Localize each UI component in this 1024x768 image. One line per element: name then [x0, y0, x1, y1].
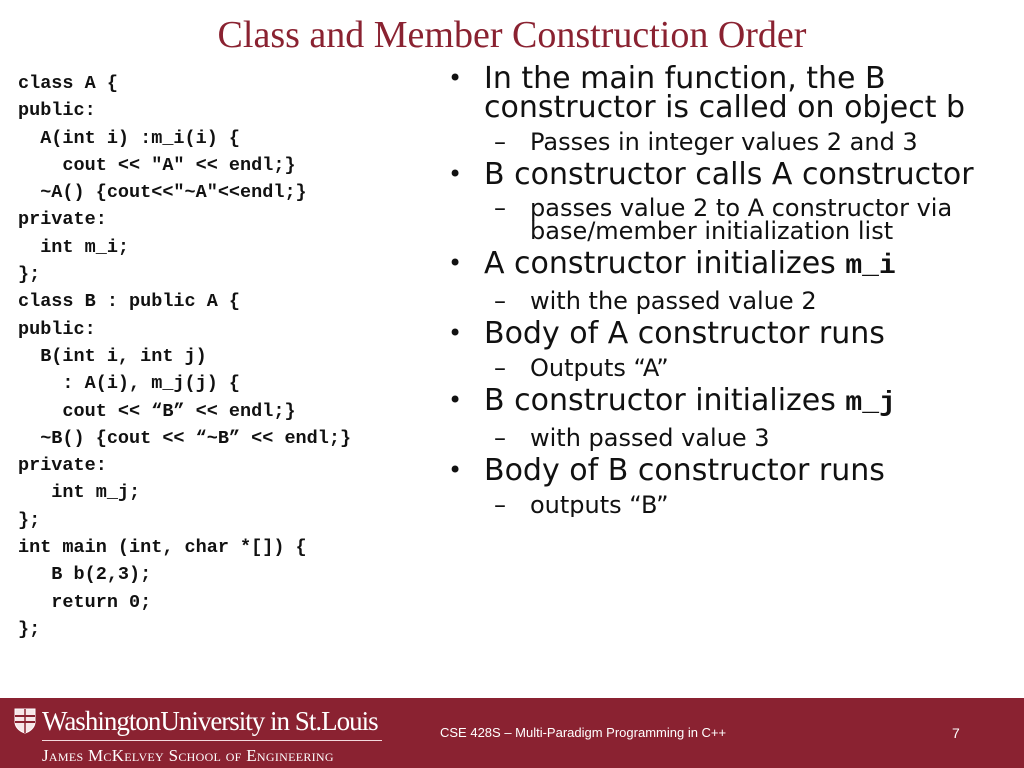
sub-bullet-item — [448, 130, 1024, 154]
school-name: James McKelvey School of Engineering — [42, 746, 334, 765]
code-line: public: — [18, 318, 96, 340]
sub-bullet-item — [448, 493, 1024, 517]
bullet-text: Body of B constructor runs — [484, 453, 885, 488]
bullet-dot-icon: • — [448, 456, 463, 484]
code-line: return 0; — [18, 591, 152, 613]
member-code: m_j — [845, 388, 896, 419]
code-line: cout << "A" << endl;} — [18, 154, 296, 176]
sub-bullet-item — [448, 194, 1024, 245]
code-line: int m_j; — [18, 482, 141, 504]
bullet-dot-icon: • — [448, 249, 463, 277]
sub-bullet-text: with the passed value 2 — [530, 287, 817, 315]
dash-icon: – — [494, 287, 506, 315]
code-line: class B : public A { — [18, 291, 241, 313]
dash-icon: – — [494, 128, 506, 156]
code-line: }; — [18, 264, 41, 286]
code-line: class A { — [18, 73, 118, 94]
member-code: m_i — [845, 251, 896, 282]
shield-icon — [14, 708, 36, 734]
code-line: ~B() {cout << “~B” << endl;} — [18, 427, 352, 449]
bullet-dot-icon: • — [448, 319, 463, 347]
dash-icon: – — [494, 491, 506, 517]
dash-icon: – — [494, 424, 506, 452]
code-line: private: — [18, 455, 107, 477]
code-line: }; — [18, 618, 41, 640]
bullet-item — [448, 157, 1024, 192]
sub-bullet-text: Passes in integer values 2 and 3 — [530, 128, 918, 156]
bullet-item — [448, 64, 1024, 125]
code-line: : A(i), m_j(j) { — [18, 373, 241, 395]
sub-bullet-text: passes value 2 to A constructor via base/member initialization list — [530, 194, 953, 245]
university-name: WashingtonUniversity in St.Louis — [42, 706, 378, 736]
bullet-item — [448, 316, 1024, 351]
bullet-item — [448, 383, 1024, 419]
sub-bullet-text: Outputs “A” — [530, 354, 669, 382]
bullet-text: B constructor calls A constructor — [484, 157, 974, 192]
bullet-dot-icon: • — [448, 64, 463, 92]
bullet-text: In the main function, the B constructor is called on object b — [484, 64, 966, 125]
bullet-list — [448, 64, 1024, 517]
dash-icon: – — [494, 194, 506, 222]
code-block — [18, 70, 438, 643]
bullet-text: Body of A constructor runs — [484, 316, 885, 351]
code-line: A(int i) :m_i(i) { — [18, 127, 241, 149]
bullet-text: B constructor initializes — [484, 383, 836, 418]
code-line: int m_i; — [18, 236, 130, 258]
bullet-item — [448, 246, 1024, 282]
sub-bullet-text: outputs “B” — [530, 491, 669, 517]
page-number: 7 — [952, 725, 960, 741]
slide-title: Class and Member Construction Order — [217, 14, 807, 56]
bullet-dot-icon: • — [448, 160, 463, 188]
code-line: cout << “B” << endl;} — [18, 400, 296, 422]
sub-bullet-text: with passed value 3 — [530, 424, 770, 452]
sub-bullet-item — [448, 289, 1024, 313]
course-name: CSE 428S – Multi-Paradigm Programming in C++ — [440, 725, 727, 740]
code-line: B b(2,3); — [18, 564, 152, 586]
bullet-item — [448, 453, 1024, 488]
code-line: ~A() {cout<<"~A"<<endl;} — [18, 182, 307, 204]
footer-bar — [0, 698, 1024, 768]
code-line: B(int i, int j) — [18, 345, 207, 367]
sub-bullet-item — [448, 426, 1024, 450]
dash-icon: – — [494, 354, 506, 382]
code-line: }; — [18, 509, 41, 531]
bullet-dot-icon: • — [448, 386, 463, 414]
sub-bullet-item — [448, 356, 1024, 380]
code-line: int main (int, char *[]) { — [18, 537, 307, 559]
code-line: private: — [18, 209, 107, 231]
code-line: public: — [18, 100, 96, 122]
bullet-text: A constructor initializes — [484, 246, 836, 281]
logo-divider — [42, 740, 382, 741]
